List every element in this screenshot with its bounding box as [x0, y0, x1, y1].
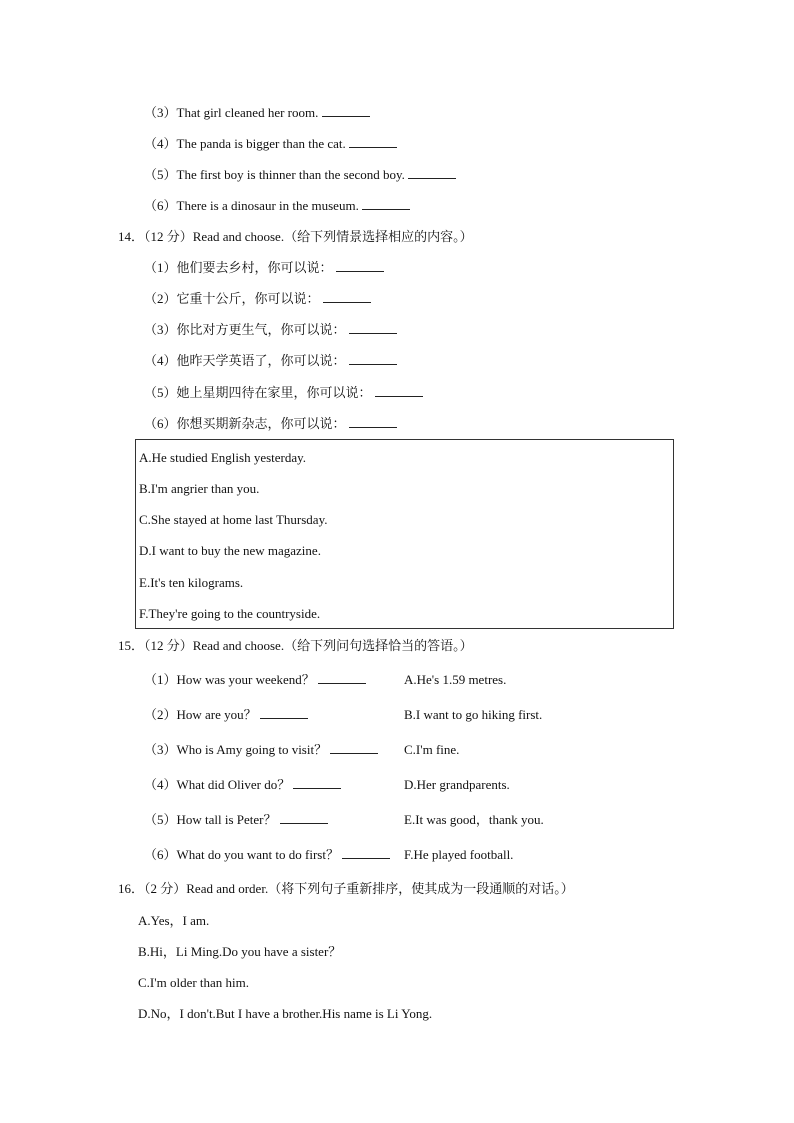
q15-question-4: （4）What did Oliver do？ — [144, 777, 341, 793]
q15-heading: 15．（12 分）Read and choose.（给下列问句选择恰当的答语。） — [118, 638, 473, 653]
q15-question-5: （5）How tall is Peter？ — [144, 812, 328, 828]
q14-option-e: E.It's ten kilograms. — [139, 575, 244, 590]
answer-blank[interactable] — [322, 105, 370, 117]
q14-option-b: B.I'm angrier than you. — [139, 481, 260, 496]
q15-question-2: （2）How are you？ — [144, 707, 308, 723]
answer-blank[interactable] — [349, 136, 397, 148]
answer-blank[interactable] — [280, 812, 328, 824]
q14-heading: 14．（12 分）Read and choose.（给下列情景选择相应的内容。） — [118, 229, 473, 244]
q15-answer-b: B.I want to go hiking first. — [404, 707, 543, 722]
answer-blank[interactable] — [260, 707, 308, 719]
answer-blank[interactable] — [330, 742, 378, 754]
q14-item-3: （3）你比对方更生气，你可以说： — [144, 322, 397, 338]
q15-answer-a: A.He's 1.59 metres. — [404, 672, 507, 687]
q15-answer-f: F.He played football. — [404, 847, 514, 862]
q16-heading: 16．（2 分）Read and order.（将下列句子重新排序，使其成为一段通顺的对话。） — [118, 881, 574, 896]
answer-blank[interactable] — [323, 291, 371, 303]
q14-option-c: C.She stayed at home last Thursday. — [139, 512, 328, 527]
q15-answer-c: C.I'm fine. — [404, 742, 460, 757]
answer-blank[interactable] — [349, 322, 397, 334]
q14-item-2: （2）它重十公斤，你可以说： — [144, 291, 371, 307]
q15-question-1: （1）How was your weekend？ — [144, 672, 366, 688]
answer-blank[interactable] — [342, 847, 390, 859]
q15-question-3: （3）Who is Amy going to visit？ — [144, 742, 378, 758]
q13-item-4: （4）The panda is bigger than the cat. — [144, 136, 397, 152]
q14-item-1: （1）他们要去乡村，你可以说： — [144, 260, 384, 276]
q16-option-c: C.I'm older than him. — [138, 975, 250, 990]
q15-question-6: （6）What do you want to do first？ — [144, 847, 390, 863]
q16-option-a: A.Yes，I am. — [138, 913, 210, 928]
answer-blank[interactable] — [293, 777, 341, 789]
answer-blank[interactable] — [349, 353, 397, 365]
q14-item-6: （6）你想买期新杂志，你可以说： — [144, 416, 397, 432]
q14-item-4: （4）他昨天学英语了，你可以说： — [144, 353, 397, 369]
q15-answer-e: E.It was good，thank you. — [404, 812, 544, 827]
q13-item-5: （5）The first boy is thinner than the second boy. — [144, 167, 456, 183]
answer-blank[interactable] — [349, 416, 397, 428]
q14-option-a: A.He studied English yesterday. — [139, 450, 307, 465]
q14-options-box — [135, 439, 674, 629]
q16-option-d: D.No，I don't.But I have a brother.His name is Li Yong. — [138, 1006, 433, 1021]
q13-item-6: （6）There is a dinosaur in the museum. — [144, 198, 410, 214]
answer-blank[interactable] — [362, 198, 410, 210]
q15-answer-d: D.Her grandparents. — [404, 777, 510, 792]
answer-blank[interactable] — [408, 167, 456, 179]
q14-option-d: D.I want to buy the new magazine. — [139, 543, 321, 558]
q14-option-f: F.They're going to the countryside. — [139, 606, 321, 621]
q13-item-3: （3）That girl cleaned her room. — [144, 105, 370, 121]
q16-option-b: B.Hi，Li Ming.Do you have a sister？ — [138, 944, 342, 959]
answer-blank[interactable] — [336, 260, 384, 272]
answer-blank[interactable] — [375, 385, 423, 397]
answer-blank[interactable] — [318, 672, 366, 684]
q14-item-5: （5）她上星期四待在家里，你可以说： — [144, 385, 423, 401]
